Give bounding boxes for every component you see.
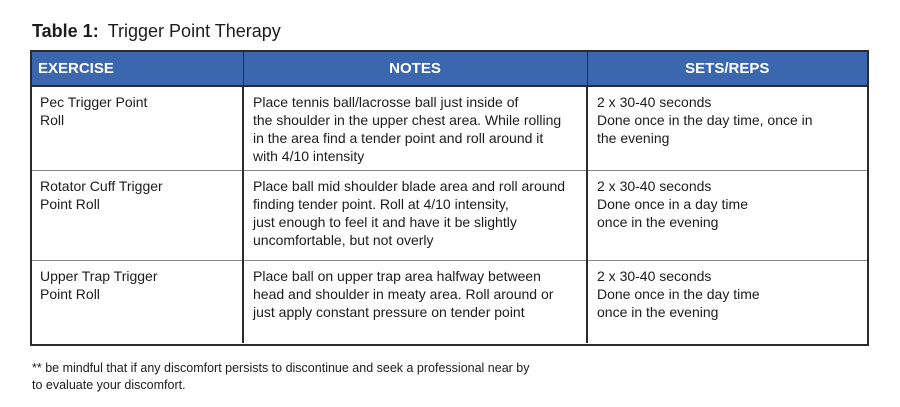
notes-cell: Place ball mid shoulder blade area and roll around finding tender point. Roll at 4/10 intensity, just enough to feel it and have it be slightly uncomfortable, but not overly <box>243 170 587 260</box>
header-exercise: EXERCISE <box>32 52 243 86</box>
table-title-label: Table 1: <box>32 21 99 41</box>
notes-cell: Place ball on upper trap area halfway between head and shoulder in meaty area. Roll around or just apply constant pressure on tender point <box>243 260 587 343</box>
exercise-cell: Pec Trigger Point Roll <box>40 94 148 128</box>
table <box>32 52 867 343</box>
notes-cell: Place tennis ball/lacrosse ball just inside of the shoulder in the upper chest area. While rolling in the area find a tender point and roll around it with 4/10 intensity <box>243 86 587 170</box>
table-title-text: Trigger Point Therapy <box>107 21 281 41</box>
header-notes: NOTES <box>243 52 587 86</box>
header-sets-reps: SETS/REPS <box>587 52 867 86</box>
table-row <box>32 86 867 170</box>
sets-reps-cell: 2 x 30-40 seconds Done once in a day time once in the evening <box>587 170 867 260</box>
sets-reps-cell: 2 x 30-40 seconds Done once in the day time once in the evening <box>587 260 867 343</box>
exercise-cell: Rotator Cuff Trigger Point Roll <box>32 170 243 260</box>
sets-reps-cell: 2 x 30-40 seconds Done once in the day time, once in the evening <box>587 86 867 170</box>
table-header-row <box>32 52 867 86</box>
exercise-cell: Upper Trap Trigger Point Roll <box>32 260 243 343</box>
table-row <box>32 260 867 343</box>
table-title <box>32 20 281 42</box>
trigger-point-table <box>30 50 869 346</box>
footnote: ** be mindful that if any discomfort persists to discontinue and seek a professional near by to evaluate your discomfort. <box>32 361 530 392</box>
table-row <box>32 170 867 260</box>
